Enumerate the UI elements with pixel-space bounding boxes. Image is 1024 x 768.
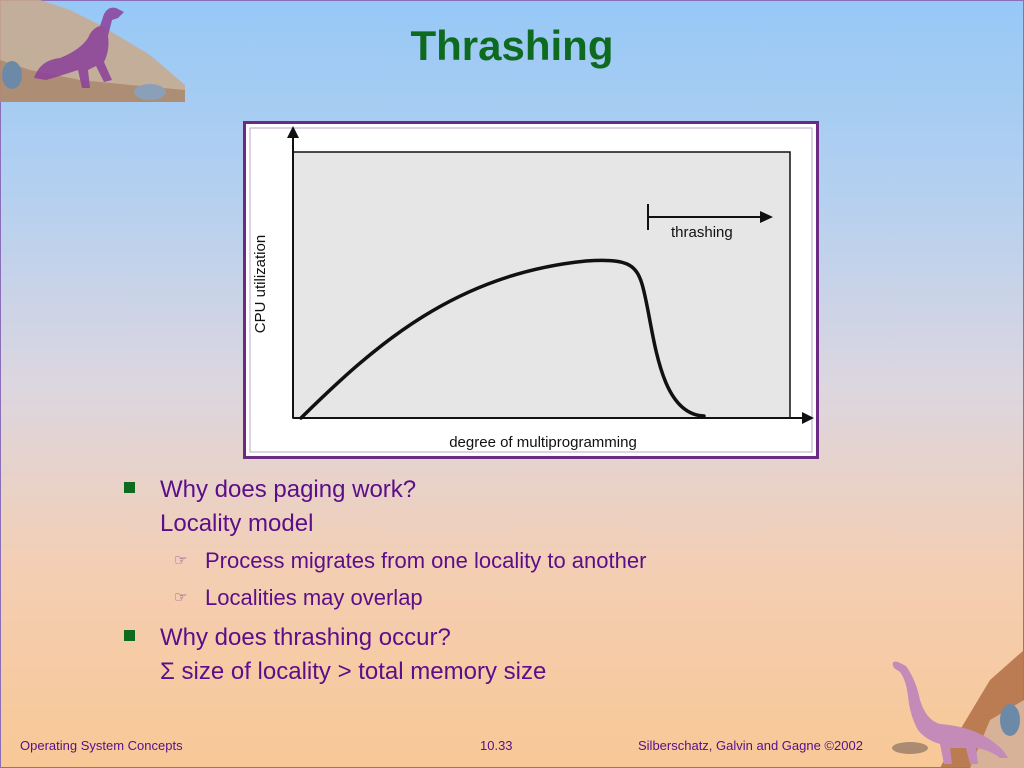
pointing-hand-icon: ☞ — [174, 589, 188, 606]
square-bullet-icon — [124, 630, 135, 641]
bullet-line: Why does thrashing occur? — [160, 624, 451, 651]
thrashing-label: thrashing — [671, 224, 733, 241]
slide-title: Thrashing — [410, 22, 614, 69]
y-axis-label: CPU utilization — [252, 234, 269, 334]
bullet-text — [160, 621, 546, 689]
footer-course-title: Operating System Concepts — [20, 738, 183, 753]
sub-bullet-text: Localities may overlap — [205, 585, 423, 610]
footer-slide-number: 10.33 — [480, 738, 513, 753]
x-axis-label: degree of multiprogramming — [449, 434, 637, 451]
bullet-line: Σ size of locality > total memory size — [160, 658, 547, 685]
sub-bullet-text: Process migrates from one locality to another — [205, 548, 647, 573]
bullet-line: Why does paging work? — [160, 476, 417, 503]
bullet-text — [160, 473, 416, 541]
pointing-hand-icon: ☞ — [174, 552, 188, 569]
bullet-line: Locality model — [160, 510, 314, 537]
footer-copyright: Silberschatz, Galvin and Gagne ©2002 — [638, 738, 863, 753]
square-bullet-icon — [124, 482, 135, 493]
